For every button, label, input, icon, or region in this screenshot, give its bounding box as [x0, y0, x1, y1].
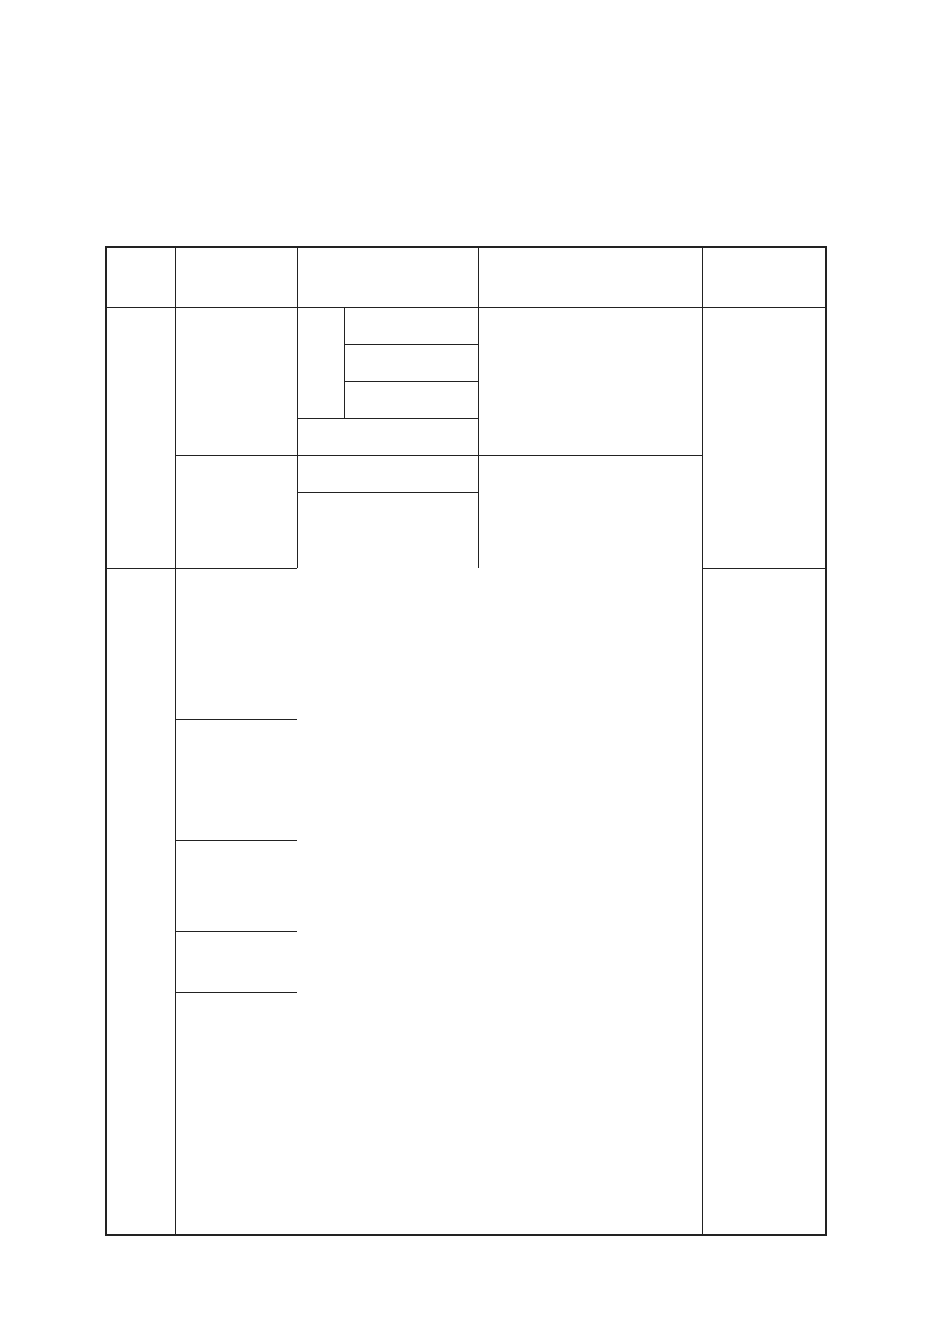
unit-soil-fertility [175, 455, 297, 568]
chapter-title [0, 108, 950, 136]
process-irrigation-drainage [702, 568, 827, 1236]
process-land-leveling [702, 307, 827, 568]
sub-group-field-leveling [297, 307, 344, 418]
unit-water-source [175, 568, 297, 719]
project-land-leveling [105, 307, 175, 568]
element-field-construction [478, 307, 702, 455]
sub-item-group [297, 492, 478, 568]
header-unit-project [175, 246, 297, 307]
sub-item [344, 344, 478, 381]
header-element-project [478, 246, 702, 307]
header-project [105, 246, 175, 307]
header-sub-project [297, 246, 478, 307]
appendix-title [0, 176, 950, 206]
sub-item [344, 307, 478, 344]
header-main-process [702, 246, 827, 307]
unit-canal-structures [175, 992, 297, 1236]
unit-water-conveyance [175, 719, 297, 840]
element-soil-fertility [478, 455, 702, 568]
project-irrigation-drainage [105, 568, 175, 1236]
sub-item-dike [297, 418, 478, 455]
sub-item [297, 455, 478, 492]
unit-drainage [175, 931, 297, 992]
unit-field-construction [175, 307, 297, 455]
sub-item [344, 381, 478, 418]
unit-sprinkler-irrigation [175, 840, 297, 931]
project-division-table [105, 246, 827, 1236]
